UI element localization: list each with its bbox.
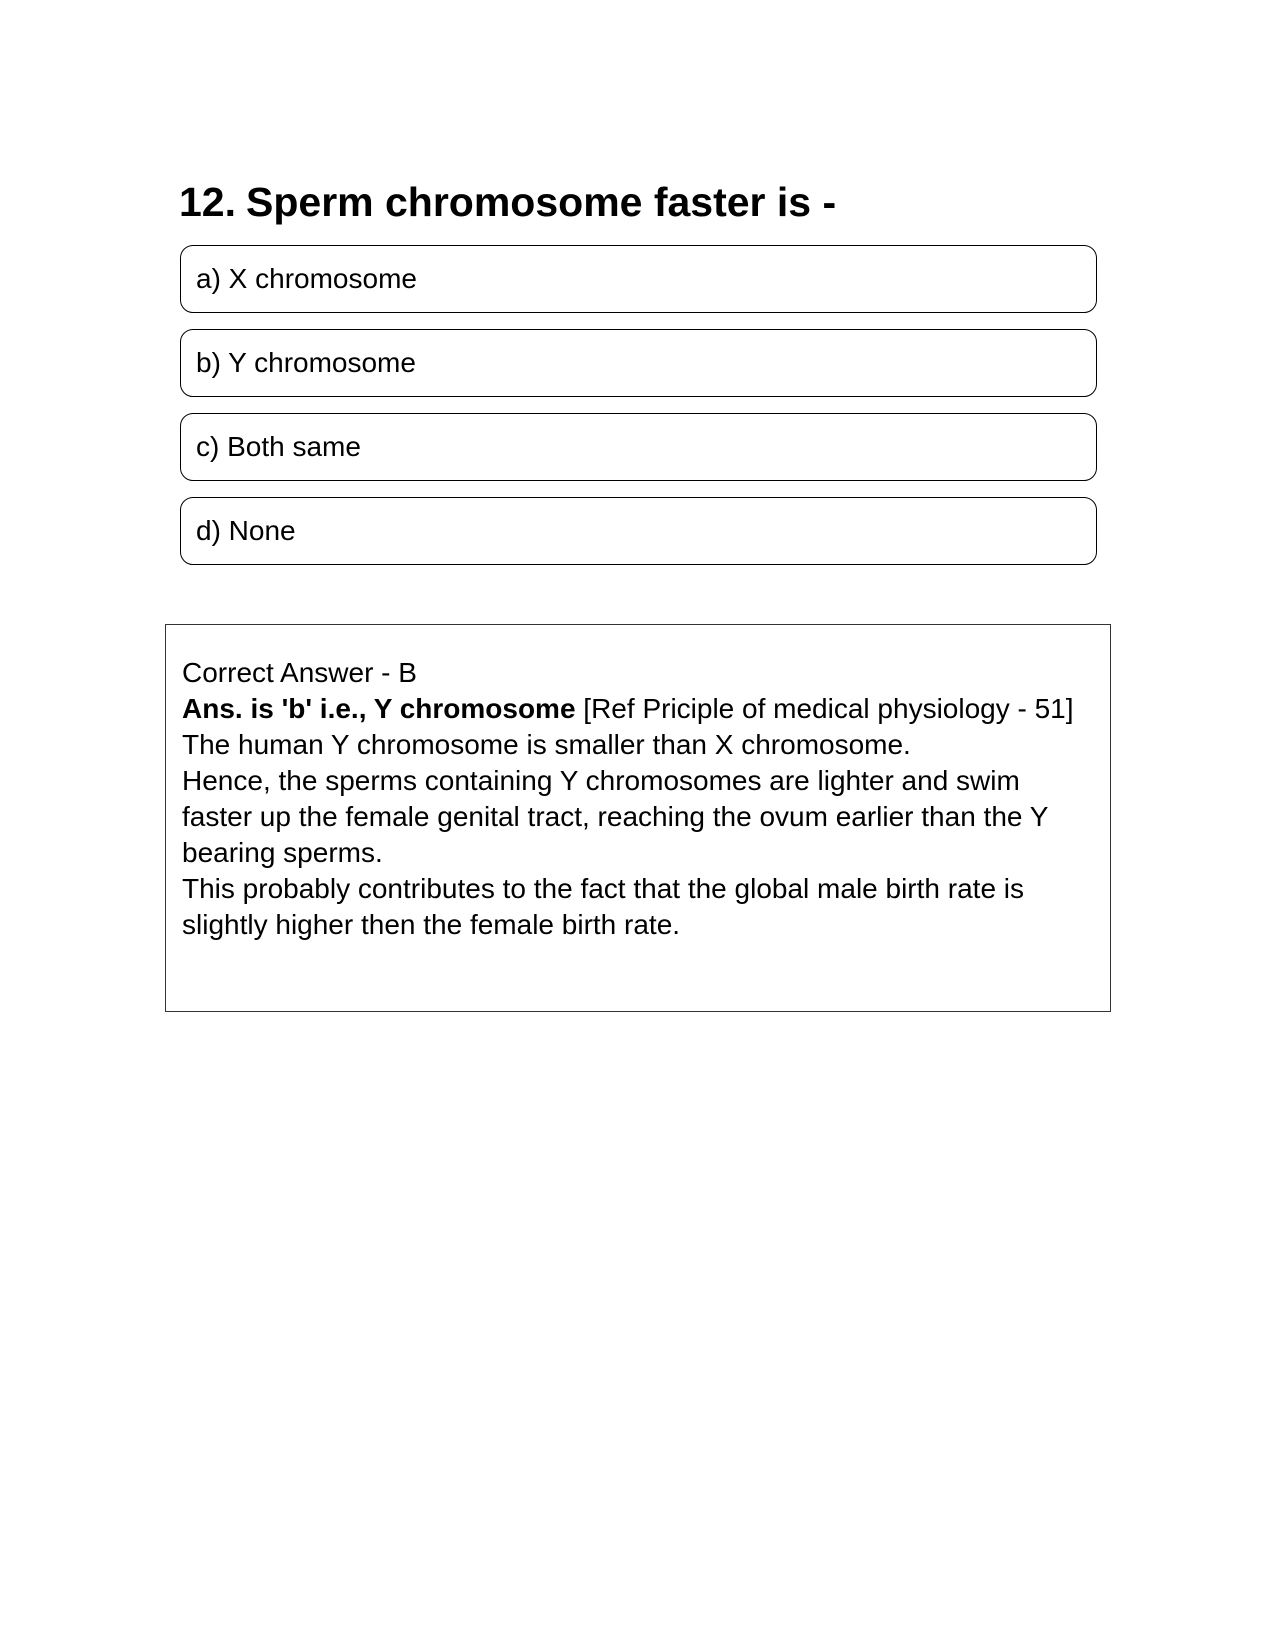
answer-statement (182, 691, 1095, 727)
option-d-label: d) None (196, 515, 296, 546)
options-list (180, 245, 1097, 581)
option-c-label: c) Both same (196, 431, 361, 462)
explanation-line-3: This probably contributes to the fact that the global male birth rate is slightly higher then the female birth rate. (182, 873, 1025, 940)
explanation-line-2: Hence, the sperms containing Y chromosomes are lighter and swim faster up the female genital tract, reaching the ovum earlier than the Y bearing sperms. (182, 765, 1048, 868)
option-a-label: a) X chromosome (196, 263, 417, 294)
correct-answer: Correct Answer - B (182, 657, 417, 688)
question-number: 12. (179, 179, 236, 225)
option-a[interactable] (180, 245, 1097, 313)
explanation-line-1: The human Y chromosome is smaller than X chromosome. (182, 729, 911, 760)
answer-explanation-box (165, 624, 1111, 1012)
option-b-label: b) Y chromosome (196, 347, 416, 378)
option-b[interactable] (180, 329, 1097, 397)
answer-reference: [Ref Priciple of medical physiology - 51] (575, 693, 1074, 724)
question-text: Sperm chromosome faster is - (246, 179, 837, 225)
option-c[interactable] (180, 413, 1097, 481)
option-d[interactable] (180, 497, 1097, 565)
question-title (179, 178, 1099, 227)
answer-bold-text: Ans. is 'b' i.e., Y chromosome (182, 693, 576, 724)
